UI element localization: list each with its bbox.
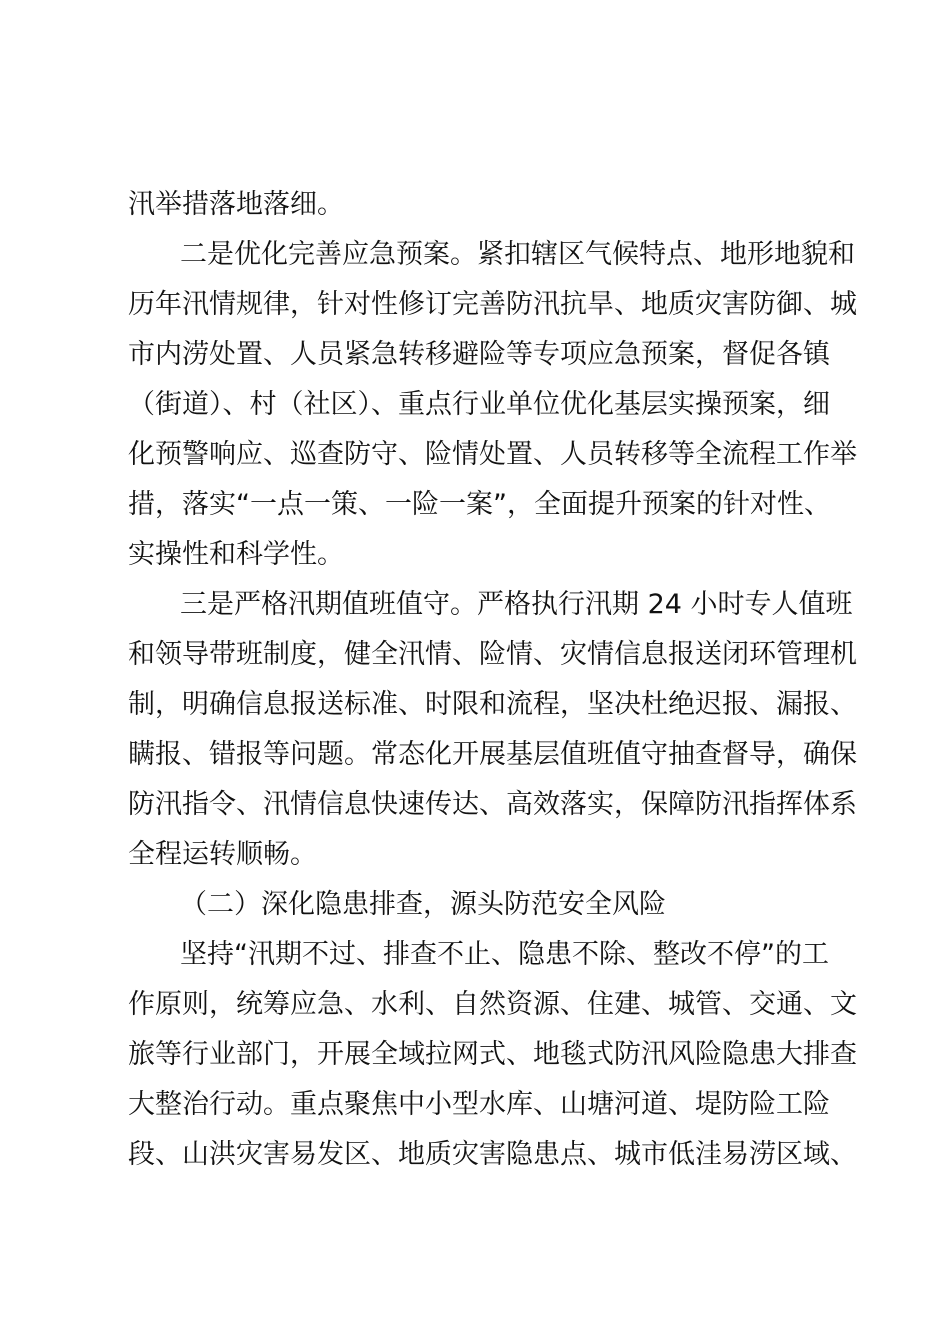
paragraph-heading-line: 二是优化完善应急预案。紧扣辖区气候特点、地形地貌和: [180, 239, 855, 270]
paragraph-first-line: 坚持“汛期不过、排查不止、隐患不除、整改不停”的工: [180, 939, 829, 970]
text-line: 作原则，统筹应急、水利、自然资源、住建、城管、交通、文: [128, 989, 857, 1020]
text-line: 历年汛情规律，针对性修订完善防汛抗旱、地质灾害防御、城: [128, 289, 857, 320]
paragraph-heading-line: 三是严格汛期值班值守。严格执行汛期 24 小时专人值班: [180, 589, 853, 620]
text-line: 汛举措落地落细。: [128, 189, 344, 220]
text-line: 制，明确信息报送标准、时限和流程，坚决杜绝迟报、漏报、: [128, 689, 857, 720]
text-line: 旅等行业部门，开展全域拉网式、地毯式防汛风险隐患大排查: [128, 1039, 857, 1070]
text-line: 防汛指令、汛情信息快速传达、高效落实，保障防汛指挥体系: [128, 789, 857, 820]
text-line: 段、山洪灾害易发区、地质灾害隐患点、城市低洼易涝区域、: [128, 1139, 857, 1170]
text-line: 瞒报、错报等问题。常态化开展基层值班值守抽查督导，确保: [128, 739, 857, 770]
text-line: 措，落实“一点一策、一险一案”，全面提升预案的针对性、: [128, 489, 831, 520]
text-line: 大整治行动。重点聚焦中小型水库、山塘河道、堤防险工险: [128, 1089, 830, 1120]
text-line: 化预警响应、巡查防守、险情处置、人员转移等全流程工作举: [128, 439, 857, 470]
text-line: 实操性和科学性。: [128, 539, 344, 570]
text-line: 市内涝处置、人员紧急转移避险等专项应急预案，督促各镇: [128, 339, 830, 370]
text-line: 全程运转顺畅。: [128, 839, 317, 870]
section-heading: （二）深化隐患排查，源头防范安全风险: [180, 889, 666, 920]
text-line: （街道）、村（社区）、重点行业单位优化基层实操预案，细: [128, 389, 830, 420]
text-line: 和领导带班制度，健全汛情、险情、灾情信息报送闭环管理机: [128, 639, 857, 670]
